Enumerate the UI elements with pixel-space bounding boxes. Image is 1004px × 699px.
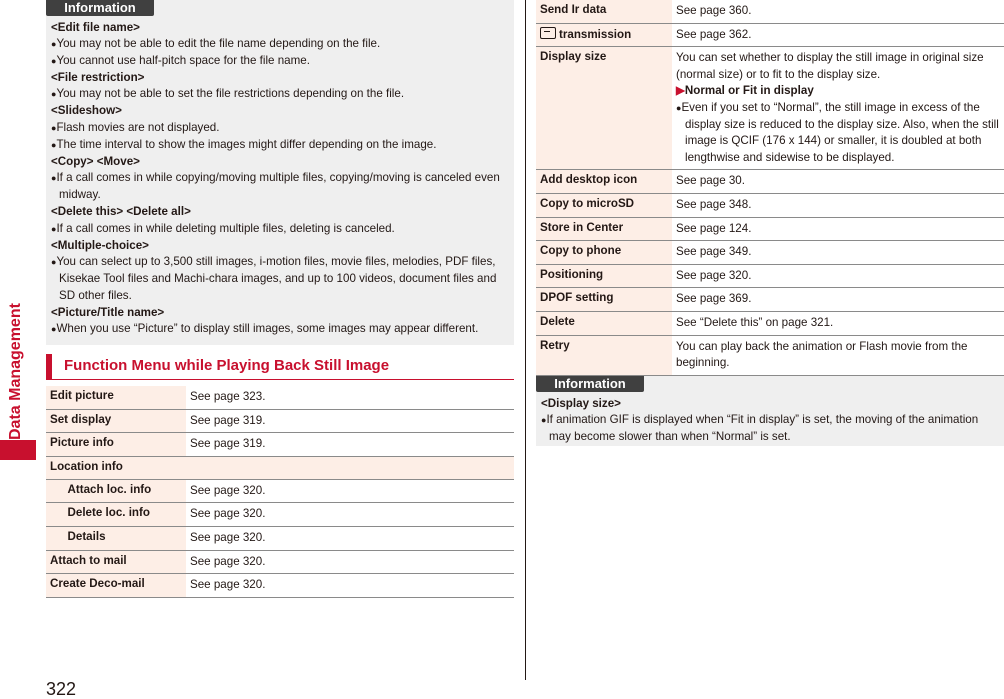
row-key: Delete xyxy=(536,311,672,335)
table-row xyxy=(46,550,514,574)
table-row xyxy=(536,335,1004,375)
row-value xyxy=(672,241,1004,265)
row-value xyxy=(672,47,1004,170)
row-value xyxy=(672,335,1004,375)
row-key: Create Deco-mail xyxy=(46,574,186,598)
table-row xyxy=(536,47,1004,170)
value-text: See page 348. xyxy=(676,197,752,211)
info-bullet-item: ●When you use “Picture” to display still images, some images may appear different. xyxy=(51,322,479,336)
information-badge: Information xyxy=(536,376,644,392)
row-key: Attach to mail xyxy=(46,550,186,574)
information-body xyxy=(541,395,1000,445)
info-bullet-item: ●If a call comes in while deleting multiple files, deleting is canceled. xyxy=(51,221,395,235)
table-row xyxy=(536,193,1004,217)
row-key: DPOF setting xyxy=(536,288,672,312)
info-heading: <Multiple-choice> xyxy=(51,238,149,252)
info-heading: <Delete this> <Delete all> xyxy=(51,205,191,219)
info-bullet-item: ●You may not be able to edit the file name depending on the file. xyxy=(51,37,381,51)
row-value xyxy=(672,23,1004,47)
row-value: See page 319. xyxy=(186,433,514,457)
bullet-icon: ● xyxy=(51,173,57,184)
page-number: 322 xyxy=(46,679,77,699)
row-value xyxy=(672,217,1004,241)
table-row xyxy=(536,170,1004,194)
section-title-bar xyxy=(46,354,52,379)
sidebar xyxy=(0,0,36,460)
indent-cell xyxy=(46,526,64,550)
info-heading: <Copy> <Move> xyxy=(51,154,140,168)
row-value: See page 320. xyxy=(186,574,514,598)
table-row xyxy=(46,503,514,527)
row-key: Retry xyxy=(536,335,672,375)
info-bullet-item: ●The time interval to show the images might differ depending on the image. xyxy=(51,137,437,151)
table-row xyxy=(46,386,514,409)
row-key: Set display xyxy=(46,409,186,433)
value-text: See page 124. xyxy=(676,221,752,235)
info-bullet-item: ●You cannot use half-pitch space for the file name. xyxy=(51,53,310,67)
row-value: See page 320. xyxy=(186,479,514,503)
indent-cell xyxy=(46,479,64,503)
info-heading: <Display size> xyxy=(541,396,621,410)
row-value xyxy=(672,311,1004,335)
info-bullet-item: ●If a call comes in while copying/moving multiple files, copying/moving is canceled even midway. xyxy=(51,171,500,201)
row-key: Details xyxy=(64,526,187,550)
table-row xyxy=(46,526,514,550)
bullet-icon: ● xyxy=(51,123,57,134)
info-heading: <Slideshow> xyxy=(51,104,122,118)
row-key: Picture info xyxy=(46,433,186,457)
info-heading: <File restriction> xyxy=(51,70,145,84)
table-row xyxy=(536,264,1004,288)
value-text: See “Delete this” on page 321. xyxy=(676,315,834,329)
information-body xyxy=(51,19,510,338)
table-row xyxy=(536,241,1004,265)
row-key: transmission xyxy=(536,23,672,47)
value-subheading: ▶Normal or Fit in display xyxy=(676,84,814,98)
ir-link-icon xyxy=(540,27,556,39)
table-row xyxy=(536,23,1004,47)
row-key: Add desktop icon xyxy=(536,170,672,194)
row-value: See page 320. xyxy=(186,550,514,574)
value-text: See page 320. xyxy=(676,268,752,282)
row-value: See page 323. xyxy=(186,386,514,409)
table-row xyxy=(46,479,514,503)
bullet-icon: ● xyxy=(51,257,57,268)
arrow-right-icon: ▶ xyxy=(676,84,685,98)
bullet-icon: ● xyxy=(51,39,57,50)
section-title xyxy=(46,354,514,380)
row-value: See page 319. xyxy=(186,409,514,433)
row-value xyxy=(186,456,514,479)
value-text: You can play back the animation or Flash movie from the beginning. xyxy=(676,339,968,370)
table-row xyxy=(536,0,1004,23)
column-divider xyxy=(525,0,526,680)
table-row xyxy=(536,311,1004,335)
information-badge: Information xyxy=(46,0,154,16)
bullet-icon: ● xyxy=(51,139,57,150)
info-bullet-item: ●You may not be able to set the file restrictions depending on the file. xyxy=(51,87,405,101)
bullet-icon: ● xyxy=(541,415,547,426)
info-heading: <Edit file name> xyxy=(51,20,140,34)
value-bullet: ●Even if you set to “Normal”, the still image in excess of the display size is reduced to the display size. Also, when the still image is QCIF (176 x 144) or smaller, it is doubled at both lengthwise and sidewise to be displayed. xyxy=(676,100,999,164)
function-menu-table xyxy=(46,386,514,598)
row-key: Store in Center xyxy=(536,217,672,241)
table-row xyxy=(46,433,514,457)
table-row xyxy=(536,217,1004,241)
bullet-icon: ● xyxy=(51,324,57,335)
value-text: See page 360. xyxy=(676,4,752,17)
value-text: See page 349. xyxy=(676,245,752,259)
info-heading: <Picture/Title name> xyxy=(51,305,165,319)
row-key: Location info xyxy=(46,456,186,479)
sidebar-tab-marker xyxy=(0,440,36,460)
row-value xyxy=(672,288,1004,312)
bullet-icon: ● xyxy=(51,89,57,100)
row-key: Edit picture xyxy=(46,386,186,409)
value-text: See page 369. xyxy=(676,292,752,306)
row-key: Copy to microSD xyxy=(536,193,672,217)
row-key: Positioning xyxy=(536,264,672,288)
row-value xyxy=(672,264,1004,288)
table-row xyxy=(46,409,514,433)
information-box-display-size xyxy=(536,376,1004,446)
table-row xyxy=(46,574,514,598)
row-key: Copy to phone xyxy=(536,241,672,265)
row-key: Delete loc. info xyxy=(64,503,187,527)
row-value xyxy=(672,170,1004,194)
info-bullet-item: ●Flash movies are not displayed. xyxy=(51,121,220,135)
info-bullet-item: ●You can select up to 3,500 still images, i-motion files, movie files, melodies, PDF files, Kisekae Tool files and Machi-chara images, and up to 100 videos, document files and SD other files. xyxy=(51,255,497,302)
bullet-icon: ● xyxy=(676,102,682,113)
info-bullet-item: ●If animation GIF is displayed when “Fit in display” is set, the moving of the animation may become slower than when “Normal” is set. xyxy=(541,413,979,443)
value-text: See page 362. xyxy=(676,27,752,41)
table-row xyxy=(536,288,1004,312)
function-menu-table-continued xyxy=(536,0,1004,376)
section-title-text: Function Menu while Playing Back Still Image xyxy=(64,357,390,374)
row-key: Send Ir data xyxy=(536,0,672,23)
value-text: See page 30. xyxy=(676,174,745,188)
row-key: Attach loc. info xyxy=(64,479,187,503)
row-key: Display size xyxy=(536,47,672,170)
row-value xyxy=(672,193,1004,217)
bullet-icon: ● xyxy=(51,55,57,66)
sidebar-label: Data Management xyxy=(7,303,24,440)
row-value: See page 320. xyxy=(186,503,514,527)
indent-cell xyxy=(46,503,64,527)
value-text: You can set whether to display the still image in original size (normal size) or to fit to the display size. xyxy=(676,51,984,81)
table-row xyxy=(46,456,514,479)
row-value xyxy=(672,0,1004,23)
bullet-icon: ● xyxy=(51,223,57,234)
information-box xyxy=(46,0,514,345)
row-value: See page 320. xyxy=(186,526,514,550)
